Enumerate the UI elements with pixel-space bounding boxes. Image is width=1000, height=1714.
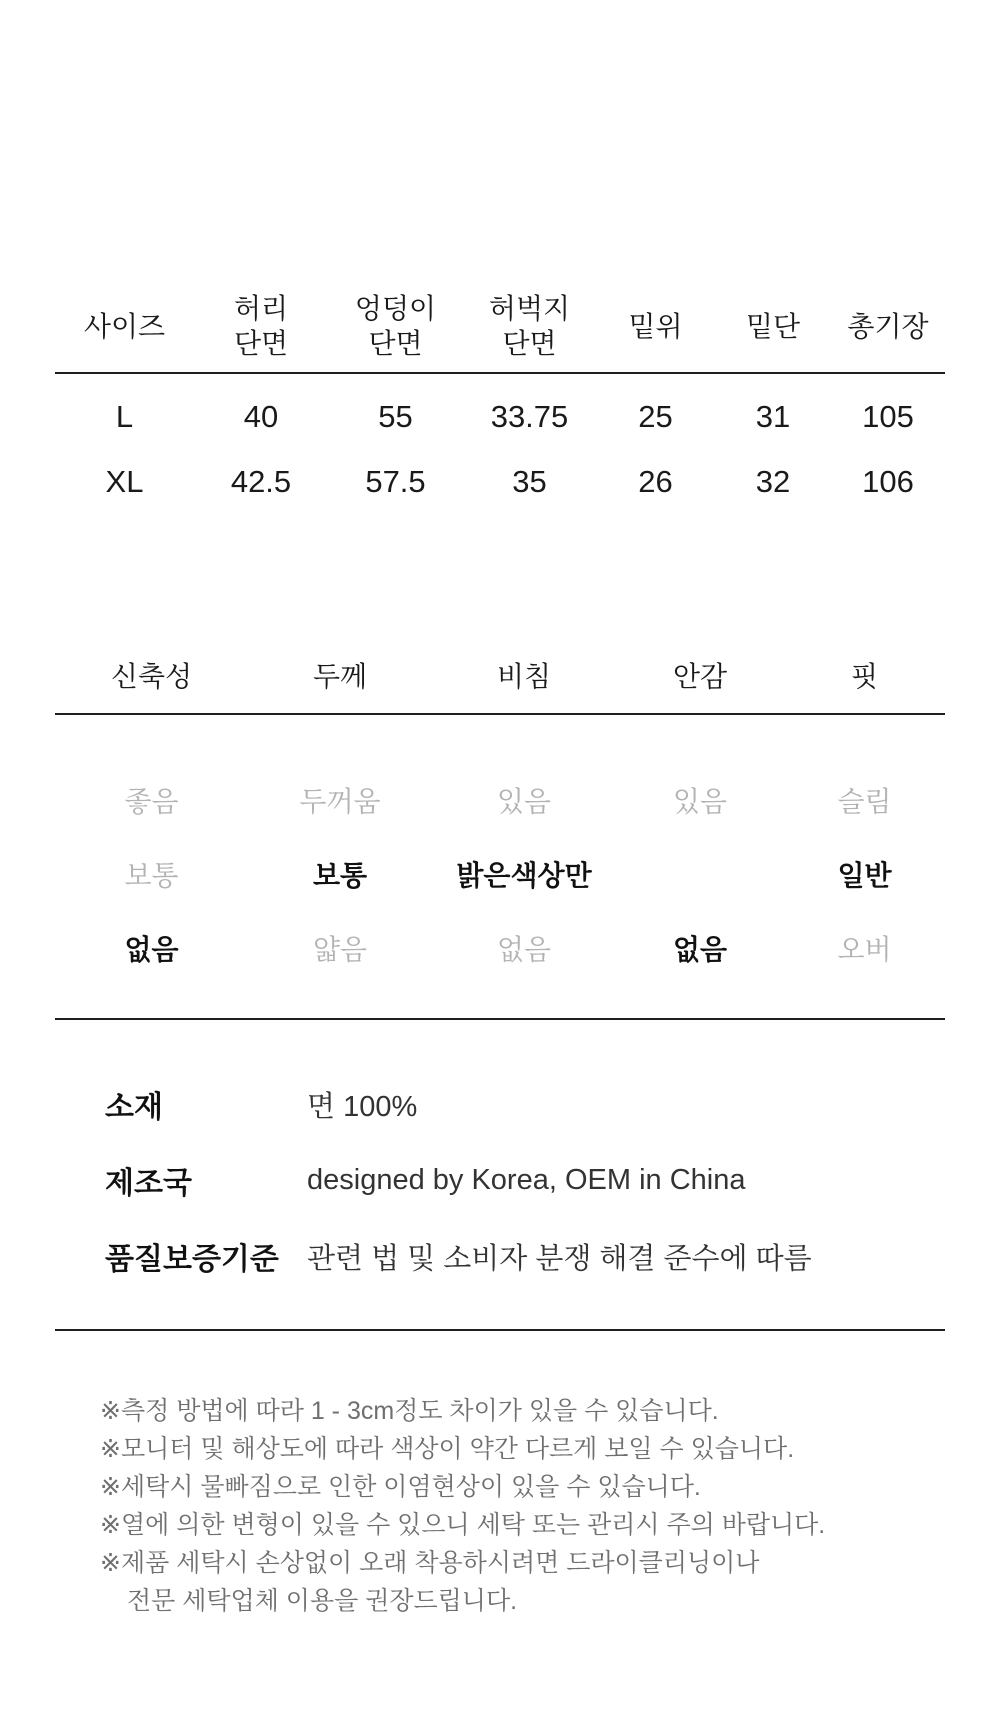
attribute-option: 좋음: [124, 786, 179, 817]
size-value: 55: [378, 398, 413, 434]
attribute-option-row: [55, 763, 945, 837]
attribute-option: 보통: [124, 860, 179, 891]
notice-item: ※측정 방법에 따라 1 - 3cm정도 차이가 있을 수 있습니다.: [100, 1397, 719, 1425]
notice-list: [55, 1392, 945, 1620]
info-row-material: [55, 1085, 945, 1123]
size-table: [55, 280, 945, 514]
attribute-option: 없음: [124, 934, 179, 965]
size-value: 35: [512, 463, 547, 499]
size-label: XL: [105, 463, 144, 499]
attribute-option: 두꺼움: [299, 786, 381, 817]
header-line: 허벅지: [488, 293, 571, 324]
size-value: 40: [243, 398, 279, 434]
notice-item: 전문 세탁업체 이용을 권장드립니다.: [127, 1587, 518, 1615]
info-value: designed by Korea, OEM in China: [307, 1163, 746, 1196]
attribute-table: [55, 655, 945, 1020]
size-label: L: [115, 398, 134, 434]
size-value: 25: [638, 398, 673, 434]
info-label: 품질보증기준: [105, 1243, 279, 1276]
size-value: 106: [862, 463, 914, 499]
product-info: [55, 1085, 945, 1331]
attribute-option: 보통: [312, 860, 368, 891]
header-line: 밑위: [628, 310, 683, 342]
notice-item: ※열에 의한 변형이 있을 수 있으니 세탁 또는 관리시 주의 바랍니다.: [100, 1511, 826, 1539]
info-value: 면 100%: [307, 1090, 418, 1123]
attribute-option: 오버: [837, 934, 892, 965]
header-line: 단면: [502, 328, 557, 359]
size-value: 33.75: [490, 398, 569, 434]
header-line: 단면: [368, 328, 423, 359]
attr-header-sheerness: 비침: [496, 661, 552, 692]
header-line: 엉덩이: [354, 293, 437, 324]
attribute-option: 있음: [496, 786, 552, 817]
size-col-header-rise: [596, 309, 715, 344]
header-line: 단면: [233, 328, 289, 359]
size-col-header-thigh: [463, 291, 596, 361]
attribute-option: 있음: [672, 786, 728, 817]
notice-item: ※모니터 및 해상도에 따라 색상이 약간 다르게 보일 수 있습니다.: [100, 1435, 795, 1463]
size-value: 32: [755, 463, 791, 499]
size-col-header-length: [831, 309, 945, 344]
attribute-option-row: [55, 911, 945, 985]
header-line: 허리: [233, 293, 289, 324]
header-line: 밑단: [745, 310, 801, 342]
attr-header-fit: 핏: [850, 661, 879, 692]
size-value: 105: [862, 398, 914, 434]
table-row: [55, 449, 945, 514]
attribute-option: 슬림: [837, 786, 892, 817]
attribute-option: 일반: [837, 860, 892, 891]
size-value: 31: [755, 398, 791, 434]
table-row: [55, 384, 945, 449]
header-line: 총기장: [847, 310, 929, 342]
info-row-origin: [55, 1161, 945, 1199]
notice-item: ※제품 세탁시 손상없이 오래 착용하시려면 드라이클리닝이나: [100, 1549, 760, 1577]
attribute-header-row: [55, 655, 945, 715]
attr-header-thickness: 두께: [312, 661, 368, 692]
notice-item: ※세탁시 물빠짐으로 인한 이염현상이 있을 수 있습니다.: [100, 1473, 701, 1501]
size-table-body: [55, 374, 945, 514]
attr-header-elasticity: 신축성: [110, 661, 193, 692]
attribute-option: 없음: [672, 934, 728, 965]
size-col-header-hip: [328, 291, 463, 361]
attribute-option: 밝은색상만: [456, 860, 592, 891]
info-label: 제조국: [105, 1167, 192, 1200]
size-table-header-row: [55, 280, 945, 374]
info-label: 소재: [105, 1091, 163, 1124]
info-value: 관련 법 및 소비자 분쟁 해결 준수에 따름: [307, 1242, 812, 1275]
attribute-options: [55, 715, 945, 1020]
attribute-option: 얇음: [312, 934, 368, 965]
size-value: 42.5: [230, 463, 292, 499]
size-col-header-size: [55, 309, 194, 344]
header-line: 사이즈: [83, 310, 166, 342]
size-col-header-waist: [194, 291, 328, 361]
size-value: 26: [638, 463, 673, 499]
attr-header-lining: 안감: [672, 661, 728, 692]
size-value: 57.5: [365, 463, 426, 499]
info-row-warranty: [55, 1237, 945, 1275]
attribute-option-row: [55, 837, 945, 911]
attribute-option: 없음: [496, 934, 552, 965]
size-col-header-hem: [715, 309, 831, 344]
